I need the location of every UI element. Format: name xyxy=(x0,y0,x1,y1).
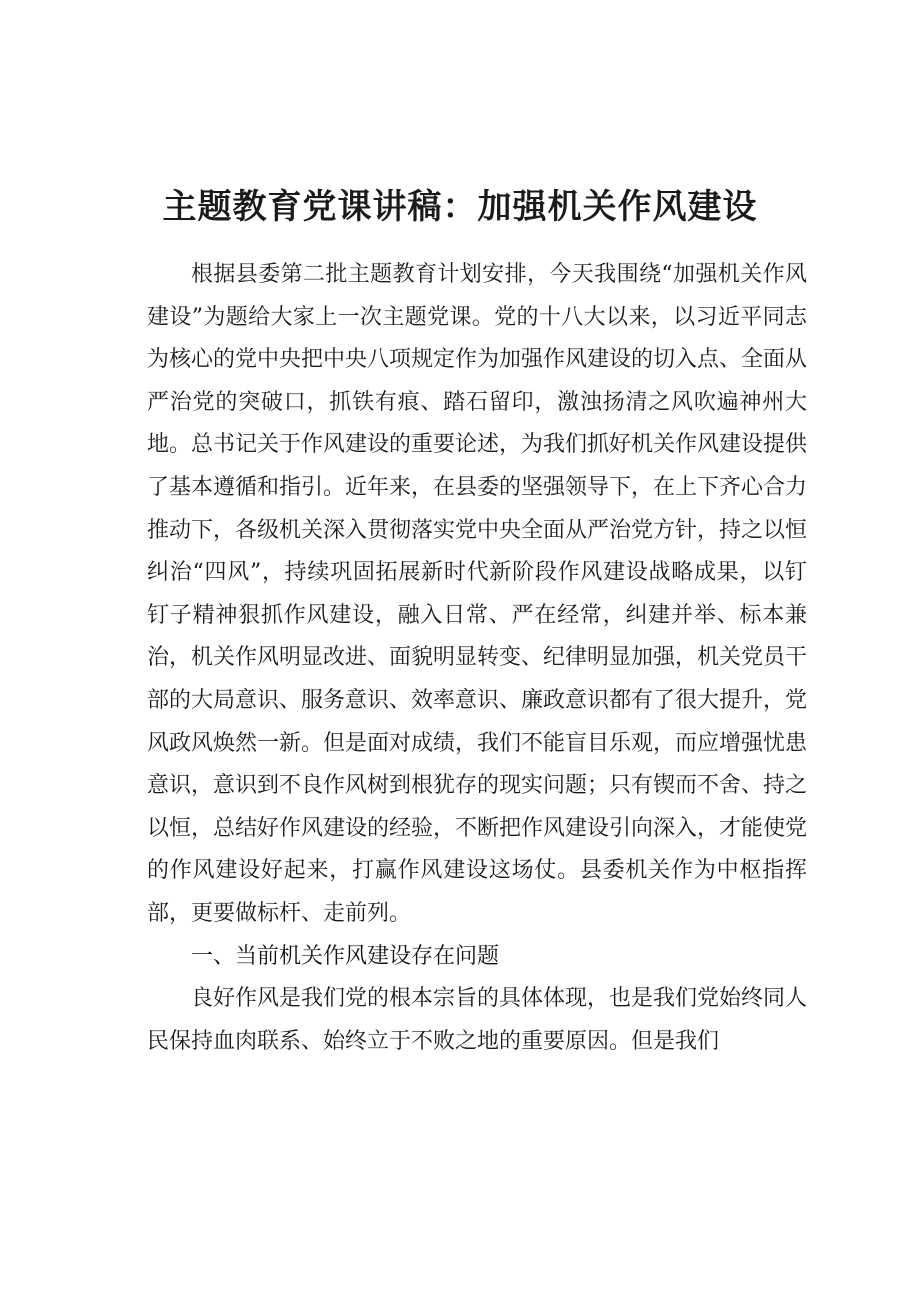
section-heading: 一、当前机关作风建设存在问题 xyxy=(191,943,500,969)
document-title: 主题教育党课讲稿：加强机关作风建设 xyxy=(162,186,758,227)
section-paragraph: 良好作风是我们党的根本宗旨的具体体现，也是我们党始终同人民保持血肉联系、始终立于不败之地的重要原因。但是我们 xyxy=(147,986,808,1054)
intro-paragraph: 根据县委第二批主题教育计划安排，今天我围绕“加强机关作风建设”为题给大家上一次主题党课。党的十八大以来，以习近平同志为核心的党中央把中央八项规定作为加强作风建设的切入点、全面从严治党的突破口，抓铁有痕、踏石留印，激浊扬清之风吹遍神州大地。总书记关于作风建设的重要论述，为我们抓好机关作风建设提供了基本遵循和指引。近年来，在县委的坚强领导下，在上下齐心合力推动下，各级机关深入贯彻落实党中央全面从严治党方针，持之以恒纠治“四风”，持续巩固拓展新时代新阶段作风建设战略成果，以钉钉子精神狠抓作风建设，融入日常、严在经常，纠建并举、标本兼治，机关作风明显改进、面貌明显转变、纪律明显加强，机关党员干部的大局意识、服务意识、效率意识、廉政意识都有了很大提升，党风政风焕然一新。但是面对成绩，我们不能盲目乐观，而应增强忧患意识，意识到不良作风树到根犹存的现实问题；只有锲而不舍、持之以恒，总结好作风建设的经验，不断把作风建设引向深入，才能使党的作风建设好起来，打赢作风建设这场仗。县委机关作为中枢指挥部，更要做标杆、走前列。 xyxy=(147,262,808,926)
document-body xyxy=(147,254,807,1063)
